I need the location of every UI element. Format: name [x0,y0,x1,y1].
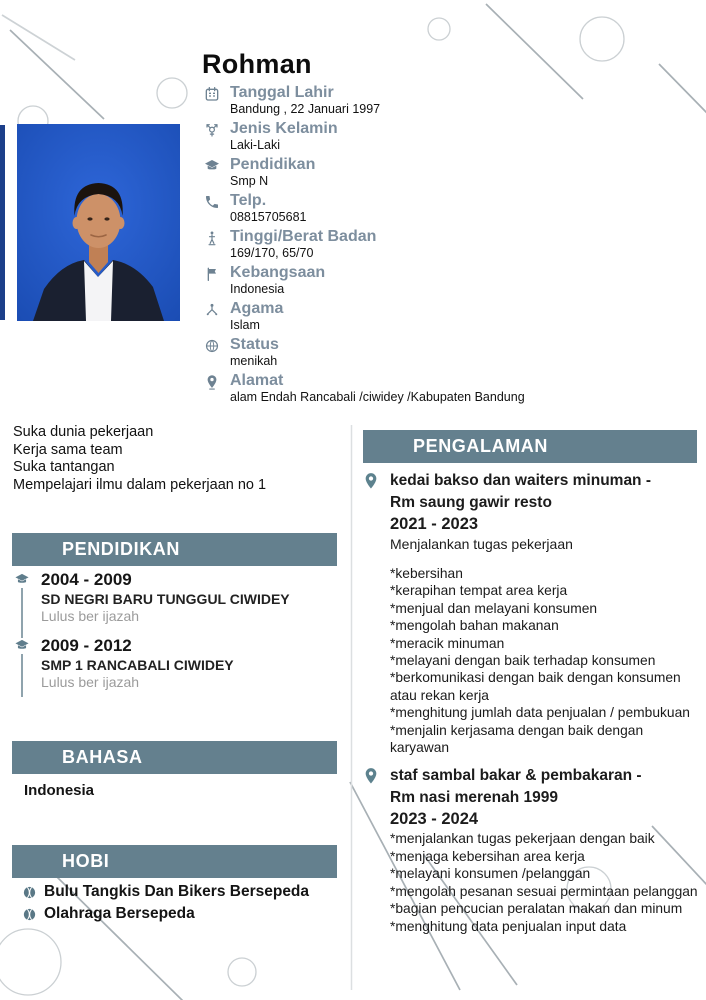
detail-height-weight [204,228,694,261]
left-accent-stripe [0,125,5,320]
job-duties [390,830,698,934]
detail-value: Bandung , 22 Januari 1997 [230,102,381,116]
duty-item: *menghitung data penjualan input data [390,918,627,934]
detail-label: Jenis Kelamin [230,120,338,137]
duty-item: *menghitung jumlah data penjualan / pembukuan [390,705,690,721]
duty-item: *meracik minuman [390,635,505,651]
education-timeline [13,570,337,702]
duty-item: *mengolah bahan makanan [390,618,559,634]
detail-nationality [204,264,694,297]
detail-marital-status [204,336,694,369]
graduation-cap-icon [204,158,221,174]
location-pin-icon [204,374,221,390]
hobby-item [22,903,309,925]
ball-status-icon [204,338,221,354]
education-years: 2004 - 2009 [41,570,132,589]
duty-item: *melayani dengan baik terhadap konsumen [390,653,656,669]
detail-value: 08815705681 [230,210,307,224]
hobby-label: Bulu Tangkis Dan Bikers Bersepeda [44,883,310,900]
job-title-line1: kedai bakso dan waiters minuman - [390,472,651,489]
duty-item: *menjual dan melayani konsumen [390,600,598,616]
education-school: SD NEGRI BARU TUNGGUL CIWIDEY [41,591,290,607]
duty-item: *berkomunikasi dengan baik dengan konsumen atau rekan kerja [390,670,681,703]
job-title-line2: Rm nasi merenah 1999 [390,788,559,806]
job-title-line2: Rm saung gawir resto [390,493,552,511]
education-entry [13,570,337,625]
person-name: Rohman [202,49,312,79]
duty-item: *kerapihan tempat area kerja [390,583,568,599]
detail-value: Laki-Laki [230,138,281,152]
person-height-icon [204,230,221,246]
detail-label: Pendidikan [230,156,316,173]
ball-icon [22,907,37,922]
location-pin-icon [363,767,380,934]
detail-address [204,372,694,405]
about-summary [13,424,266,494]
detail-label: Tinggi/Berat Badan [230,228,377,245]
flag-icon [204,266,221,282]
job-duties [390,565,698,756]
detail-value: Islam [230,318,260,332]
detail-label: Alamat [230,372,284,389]
detail-label: Tanggal Lahir [230,84,334,101]
hobby-list [22,881,309,925]
language-value: Indonesia [24,782,95,799]
graduation-cap-icon [13,638,32,654]
about-line: Mempelajari ilmu dalam pekerjaan no 1 [13,476,267,493]
education-entry [13,636,337,691]
job-subtitle: Menjalankan tugas pekerjaan [390,536,573,552]
hobby-label: Olahraga Bersepeda [44,905,195,922]
detail-value: Indonesia [230,282,285,296]
education-note: Lulus ber ijazah [41,674,140,690]
duty-item: *mengolah pesanan sesuai permintaan pelanggan [390,883,698,899]
section-header-language: BAHASA [12,741,337,774]
profile-photo [17,124,180,321]
location-pin-icon [363,472,380,756]
graduation-cap-icon [13,572,32,588]
section-header-experience: PENGALAMAN [363,430,697,463]
duty-item: *menjalankan tugas pekerjaan dengan baik [390,831,655,847]
section-header-education: PENDIDIKAN [12,533,337,566]
personal-details-list [204,84,694,408]
portrait-illustration [17,124,180,321]
education-note: Lulus ber ijazah [41,608,140,624]
duty-item: *bagian pencucian peralatan makan dan minum [390,901,683,917]
job-entry [363,470,699,756]
education-years: 2009 - 2012 [41,636,132,655]
detail-gender [204,120,694,153]
job-entry [363,765,699,934]
detail-birthdate [204,84,694,117]
about-line: Suka tantangan [13,459,115,476]
education-school: SMP 1 RANCABALI CIWIDEY [41,657,234,673]
detail-label: Agama [230,300,284,317]
detail-label: Telp. [230,192,267,209]
about-line: Kerja sama team [13,441,123,458]
gender-icon [204,122,221,138]
section-header-hobby: HOBI [12,845,337,878]
detail-value: menikah [230,354,278,368]
job-years: 2023 - 2024 [390,810,479,829]
job-years: 2021 - 2023 [390,515,479,533]
detail-label: Status [230,336,279,353]
detail-value: 169/170, 65/70 [230,246,314,260]
detail-phone [204,192,694,225]
calendar-icon [204,86,221,102]
duty-item: *menjalin kerjasama dengan baik dengan karyawan [390,722,644,756]
detail-religion [204,300,694,333]
about-line: Suka dunia pekerjaan [13,424,154,440]
experience-column [363,430,699,935]
detail-value: Smp N [230,174,269,188]
detail-label: Kebangsaan [230,264,326,281]
duty-item: *kebersihan [390,566,463,581]
detail-education [204,156,694,189]
duty-item: *melayani konsumen /pelanggan [390,866,591,882]
duty-item: *menjaga kebersihan area kerja [390,848,585,864]
detail-value: alam Endah Rancabali /ciwidey /Kabupaten Bandung [230,390,525,404]
hobby-item [22,881,309,903]
phone-icon [204,194,221,210]
job-title-line1: staf sambal bakar & pembakaran - [390,767,642,785]
religion-icon [204,302,221,318]
ball-icon [22,885,37,900]
